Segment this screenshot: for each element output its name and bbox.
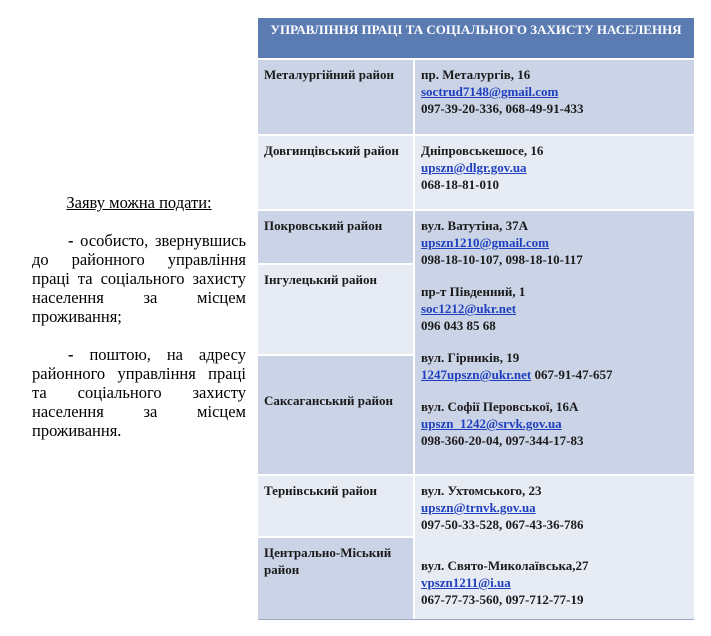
offices-table — [258, 18, 694, 620]
district-cell — [258, 476, 413, 536]
district-cell — [258, 136, 413, 209]
office-phones: 098-18-10-107, 098-18-10-117 — [421, 252, 583, 267]
table-bottom-border — [258, 619, 694, 620]
bullet-dash: - — [68, 345, 90, 364]
table-header: УПРАВЛІННЯ ПРАЦІ ТА СОЦІАЛЬНОГО ЗАХИСТУ НАСЕЛЕННЯ — [258, 18, 694, 58]
district-name: Металургійний район — [264, 67, 394, 82]
contacts-cell-merged — [415, 476, 694, 619]
office-phones: 097-50-33-528, 067-43-36-786 — [421, 517, 584, 532]
office-phones: 097-39-20-336, 068-49-91-433 — [421, 101, 584, 116]
district-cell — [258, 356, 413, 474]
office-phones: 067-91-47-657 — [531, 367, 613, 382]
district-name: Довгинцівський район — [264, 143, 399, 158]
district-cell — [258, 211, 413, 263]
bullet-dash: - — [68, 231, 81, 250]
contacts-cell — [415, 136, 694, 209]
district-cell — [258, 60, 413, 134]
district-name: Покровський район — [264, 218, 383, 233]
office-email-link[interactable]: soc1212@ukr.net — [421, 301, 517, 316]
office-email-link[interactable]: upszn_1242@srvk.gov.ua — [421, 416, 562, 431]
office-email-link[interactable]: upszn@dlgr.gov.ua — [421, 160, 527, 175]
office-address: пр. Металургів, 16 — [421, 67, 531, 82]
office-address: вул. Свято-Миколаївська,27 — [421, 558, 589, 573]
office-email-link[interactable]: 1247upszn@ukr.net — [421, 367, 532, 382]
office-email-link[interactable]: upszn@trnvk.gov.ua — [421, 500, 536, 515]
district-name: Інгулецький район — [264, 272, 377, 287]
office-phones: 068-18-81-010 — [421, 177, 499, 192]
office-address: вул. Ватутіна, 37А — [421, 218, 528, 233]
contacts-cell-merged — [415, 211, 694, 474]
office-email-link[interactable]: vpszn1211@i.ua — [421, 575, 511, 590]
office-address: вул. Софії Перовської, 16А — [421, 399, 579, 414]
contacts-cell — [415, 60, 694, 134]
post-option — [32, 345, 246, 440]
office-email-link[interactable]: upszn1210@gmail.com — [421, 235, 550, 250]
in-person-option — [32, 231, 246, 326]
post-text: поштою, на адресу районного управління праці та соціального захисту населення за місцем проживання. — [32, 345, 246, 440]
office-phones: 067-77-73-560, 097-712-77-19 — [421, 592, 584, 607]
office-address: вул. Гірників, 19 — [421, 350, 520, 365]
district-name: Тернівський район — [264, 483, 378, 498]
application-heading: Заяву можна подати: — [66, 193, 212, 212]
office-email-link[interactable]: soctrud7148@gmail.com — [421, 84, 559, 99]
office-address: Дніпровськешосе, 16 — [421, 143, 544, 158]
district-cell — [258, 538, 413, 619]
office-address: вул. Ухтомського, 23 — [421, 483, 542, 498]
office-phones: 098-360-20-04, 097-344-17-83 — [421, 433, 584, 448]
in-person-text: особисто, звернувшись до районного управління праці та соціального захисту населення за місцем проживання; — [32, 231, 246, 326]
district-cell — [258, 265, 413, 354]
district-name: Саксаганський район — [264, 393, 393, 408]
district-name: Центрально-Міський район — [264, 545, 392, 577]
office-phones: 096 043 85 68 — [421, 318, 496, 333]
office-address: пр-т Південний, 1 — [421, 284, 526, 299]
application-info — [32, 193, 246, 459]
